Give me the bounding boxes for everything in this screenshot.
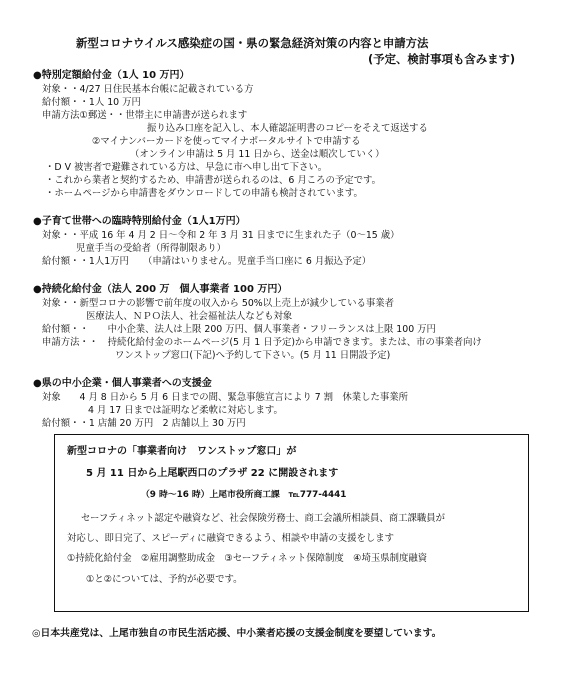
section-line: ・ホームページから申請書をダウンロードしての申請も検討されています。 [45,188,363,199]
section-line: 給付額・・1人1万円 （申請はいりません。児童手当口座に 6 月振込予定） [42,256,372,267]
section-line: ・これから業者と契約するため、申請書が送られるのは、6 月ころの予定です。 [45,175,381,186]
section-line: ・D V 被害者で避難されている方は、早急に市へ申し出て下さい。 [45,162,328,173]
notice-description: 対応し、即日完了、スピーディに融資できるよう、相談や申請の支援をします [67,533,395,544]
notice-description: セーフティネット認定や融資など、社会保険労務士、商工会議所相談員、商工課職員が [81,513,446,524]
section-line: 医療法人、ＮＰＯ法人、社会福祉法人なども対象 [86,311,293,322]
section-heading-child-benefit: ●子育て世帯への臨時特別給付金（1人1万円） [33,216,246,227]
section-line: 対象・・平成 16 年 4 月 2 日～令和 2 年 3 月 31 日までに生まれた子（0～15 歳） [42,230,400,241]
section-line: 4 月 17 日までは証明など柔軟に対応します。 [88,405,283,416]
notice-headline: 新型コロナの「事業者向け ワンストップ窓口」が [67,446,297,457]
section-line: 給付額・・1 店舗 20 万円 2 店舗以上 30 万円 [42,418,246,429]
section-line: ワンストップ窓口(下記)へ予約して下さい。(5 月 11 日開設予定) [115,350,391,361]
section-line: 給付額・・1人 10 万円 [42,97,141,108]
section-line: 児童手当の受給者（所得制限あり） [76,243,227,254]
notice-services-list: ①持続化給付金 ②雇用調整助成金 ③セーフティネット保障制度 ④埼玉県制度融資 [67,553,428,564]
section-line: 振り込み口座を記入し、本人確認証明書のコピーをそえて返送する [147,123,428,134]
section-line: 給付額・・ 中小企業、法人は上限 200 万円、個人事業者・フリーランスは上限 100 万円 [42,324,436,335]
section-line: 申請方法・・ 持続化給付金のホームページ(5 月 1 日予定)から申請できます。または、市の事業者向け [42,337,482,348]
document-subtitle: (予定、検討事項も含みます) [368,52,516,66]
section-line: 対象・・4/27 日住民基本台帳に記載されている方 [42,84,254,95]
section-line: 対象 4 月 8 日から 5 月 6 日までの間、緊急事態宣言により 7 割 休業した事業所 [42,392,409,403]
footer-statement: ◎日本共産党は、上尾市独自の市民生活応援、中小業者応援の支援金制度を要望しています。 [32,628,442,639]
section-heading-sustainability-benefit: ●持続化給付金（法人 200 万 個人事業者 100 万円） [33,284,288,295]
notice-reservation-note: ①と②については、予約が必要です。 [86,574,243,585]
section-line: （オンライン申請は 5 月 11 日から、送金は順次していく） [130,149,385,160]
section-line: 対象・・新型コロナの影響で前年度の収入から 50%以上売上が減少している事業者 [42,298,394,309]
notice-hours-contact: （9 時～16 時）上尾市役所商工課 ℡777-4441 [141,490,347,500]
section-line: 申請方法①郵送・・世帯主に申請書が送られます [42,110,248,121]
section-heading-prefecture-support: ●県の中小企業・個人事業者への支援金 [33,378,212,389]
document-title: 新型コロナウイルス感染症の国・県の緊急経済対策の内容と申請方法 [76,36,429,50]
section-line: ②マイナンバーカードを使ってマイナポータルサイトで申請する [92,136,361,147]
section-heading-special-benefit: ●特別定額給付金（1人 10 万円） [33,70,190,81]
notice-opening-date: 5 月 11 日から上尾駅西口のプラザ 22 に開設されます [86,468,339,479]
one-stop-window-notice [54,434,529,612]
